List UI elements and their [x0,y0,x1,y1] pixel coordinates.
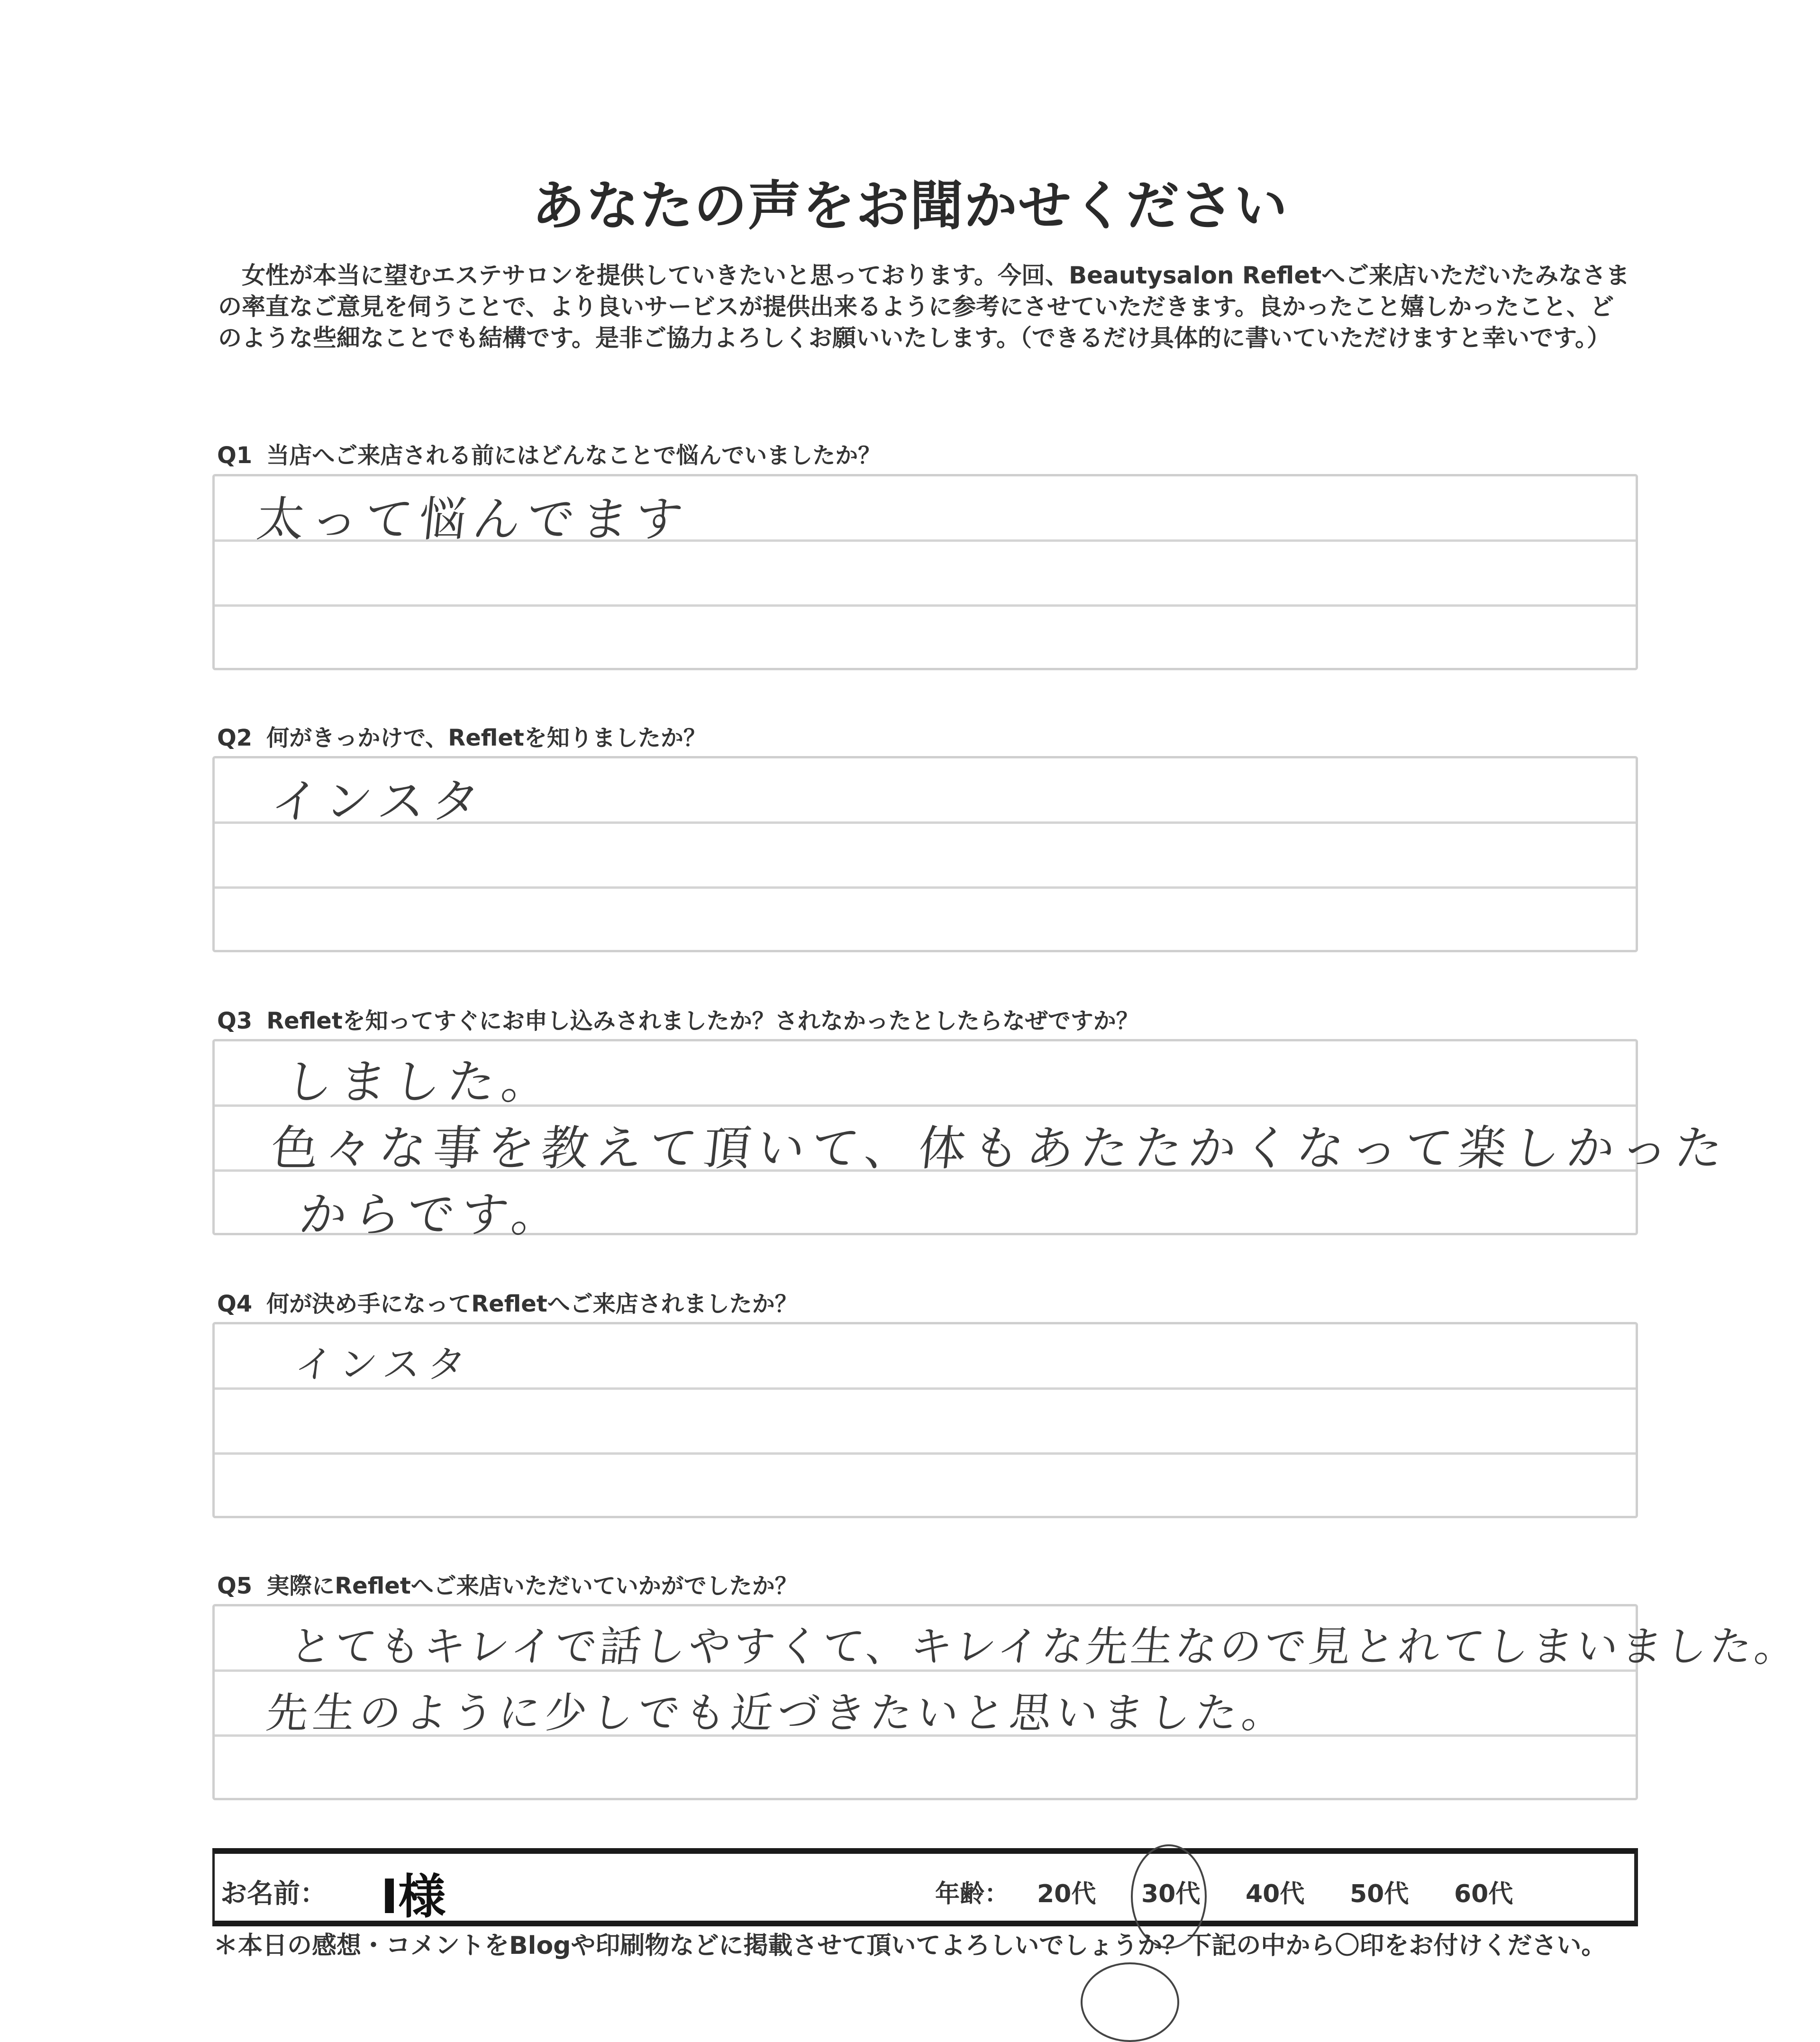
handwritten-answer-line: 先生のように少しでも近づきたいと思いました。 [264,1688,1291,1737]
ruled-line [215,886,1636,889]
partial-selection-circle-icon [1081,1962,1179,2042]
handwritten-answer-line: からです。 [296,1187,569,1242]
ruled-line [215,1452,1636,1455]
footer-note: ＊本日の感想・コメントをBlogや印刷物などに掲載させて頂いてよろしいでしょうか？下記の中から〇印をお付けください。 [213,1932,1606,1960]
age-option-50s[interactable]: 50代 [1350,1880,1409,1908]
name-label: お名前： [220,1878,327,1909]
handwritten-answer-line: インスタ [292,1342,474,1386]
survey-title: あなたの声をお聞かせください [532,175,1288,237]
age-option-label: 30代 [1141,1880,1201,1908]
question-text: 当店へご来店される前にはどんなことで悩んでいましたか？ [266,442,881,469]
answer-box-q1[interactable] [212,474,1638,670]
answer-box-q5[interactable] [212,1604,1802,1800]
question-number: Q2 [217,725,253,751]
question-label-q1 [217,437,881,470]
answer-box-q4[interactable] [212,1322,1638,1518]
name-field[interactable]: I様 [381,1869,446,1924]
question-number: Q4 [217,1291,253,1317]
handwritten-answer-line: インスタ [268,774,489,829]
question-text: 何が決め手になってRefletへご来店されましたか？ [266,1291,798,1317]
handwritten-answer-line: しました。 [282,1054,559,1110]
age-option-30s-selected[interactable] [1141,1874,1200,1909]
age-label: 年齢： [935,1880,1010,1908]
respondent-box [212,1848,1638,1926]
answer-box-q3[interactable] [212,1039,1732,1242]
handwritten-answer-line: 太って悩んでます [254,492,692,547]
question-number: Q1 [217,442,253,469]
age-option-60s[interactable]: 60代 [1454,1880,1513,1908]
question-label-q4 [217,1285,798,1318]
question-number: Q5 [217,1573,253,1599]
handwritten-answer-line: とてもキレイで話しやすくて、キレイな先生なので見とれてしまいました。 [287,1622,1802,1671]
question-text: 何がきっかけで、Refletを知りましたか？ [266,725,706,751]
ruled-line [215,604,1636,607]
question-label-q2 [217,720,706,752]
question-number: Q3 [217,1008,253,1034]
intro-paragraph: 女性が本当に望むエステサロンを提供していきたいと思っております。今回、Beautysalon Refletへご来店いただいたみなさまの率直なご意見を伺うことで、より良いサービスが提供出来るように参考にさせていただきます。良かったこと嬉しかったこと、どのような些細なことでも結構です。是非ご協力よろしくお願いいたします。（できるだけ具体的に書いていただけますと幸いです。） [218,262,1630,352]
question-text: Refletを知ってすぐにお申し込みされましたか？されなかったとしたらなぜですか？ [266,1008,1139,1034]
answer-box-q2[interactable] [212,756,1638,952]
handwritten-answer-line: 色々な事を教えて頂いて、体もあたたかくなって楽しかった [268,1121,1732,1176]
question-text: 実際にRefletへご来店いただいていかがでしたか？ [266,1573,798,1599]
question-label-q5 [217,1568,798,1600]
age-option-40s[interactable]: 40代 [1246,1880,1305,1908]
age-option-20s[interactable]: 20代 [1037,1880,1096,1908]
question-label-q3 [217,1003,1139,1035]
